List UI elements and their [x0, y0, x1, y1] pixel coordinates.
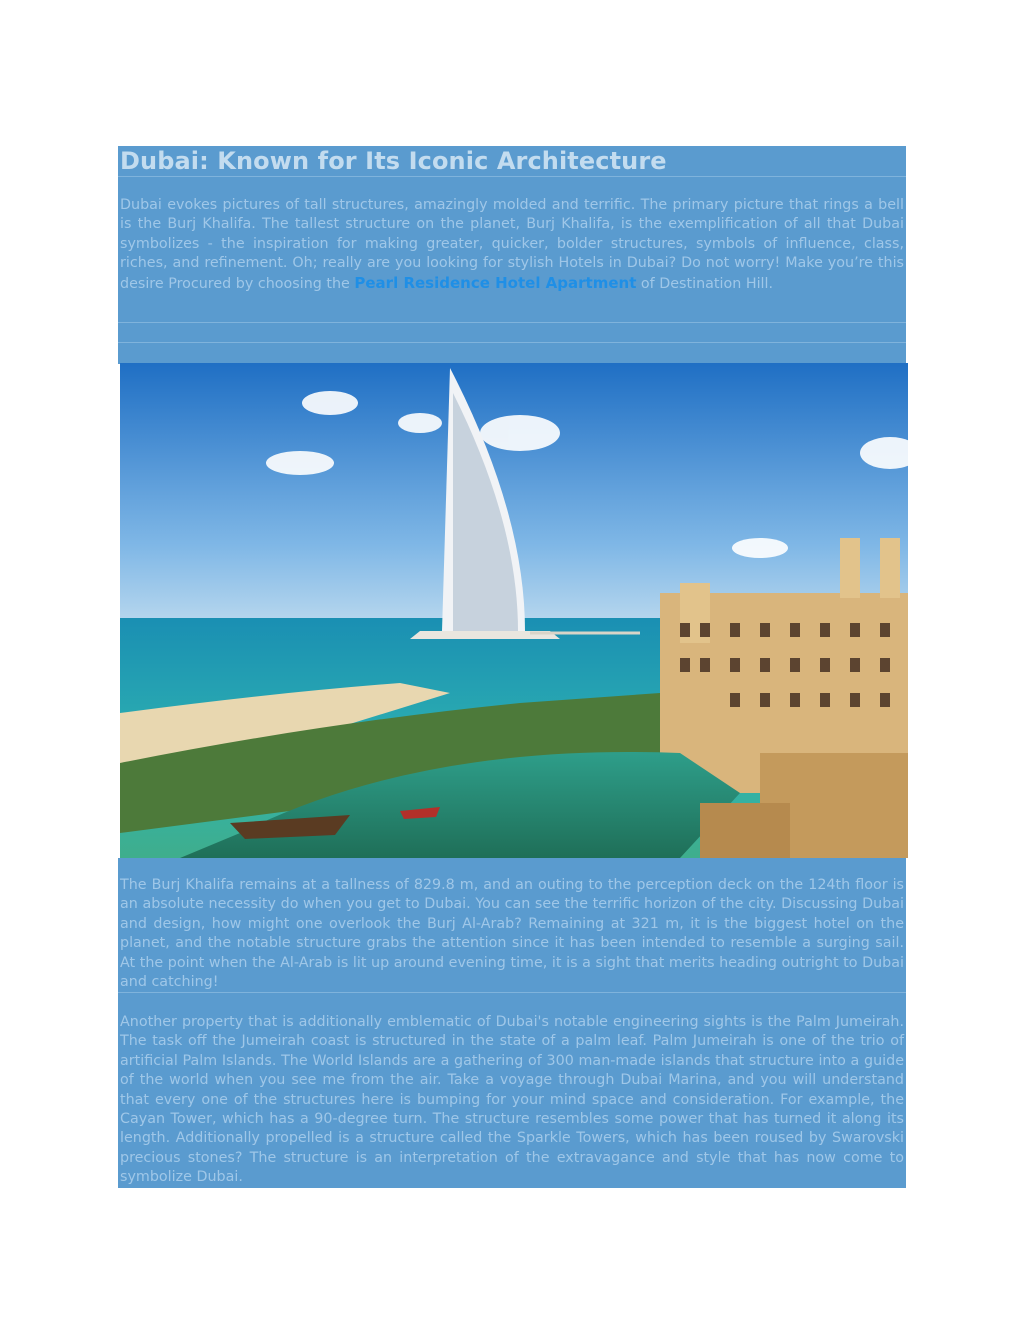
- divider: [118, 322, 906, 323]
- dubai-photo: [120, 363, 908, 858]
- intro-text: Dubai evokes pictures of tall structures, amazingly molded and terrific. The primary picture that rings a bell is the Burj Khalifa. The tallest structure on the planet, Burj Khalifa, is the exemplification of all that Dubai symbolizes - the inspiration for making greater, quicker, bolder structures, symbols of influence, class, riches, and refinement. Oh; really are you looking for stylish Hotels in Dubai? Do not worry! Make you’re this desire Procured by choosing the: [120, 197, 904, 292]
- paragraph-burj: The Burj Khalifa remains at a tallness of 829.8 m, and an outing to the perception deck on the 124th floor is an absolute necessity do when you get to Dubai. You can see the terrific horizon of the city. Discussing Dubai and design, how might one overlook the Burj Al-Arab? Remaining at 321 m, it is the biggest hotel on the planet, and the notable structure grabs the attention since it has been intended to resemble a surging sail. At the point when the Al-Arab is lit up around evening time, it is a sight that merits heading outright to Dubai and catching!: [120, 877, 904, 991]
- intro-panel: [118, 146, 906, 364]
- divider: [118, 342, 906, 343]
- intro-text-end: of Destination Hill.: [636, 275, 774, 292]
- paragraph-palm: Another property that is additionally emblematic of Dubai's notable engineering sights is the Palm Jumeirah. The task off the Jumeirah coast is structured in the state of a palm leaf. Palm Jumeirah is one of the trio of artificial Palm Islands. The World Islands are a gathering of 300 man-made islands that structure into a guide of the world when you see me from the air. Take a voyage through Dubai Marina, and you will understand that every one of the structures here is bumping for your mind space and consideration. For example, the Cayan Tower, which has a 90-degree turn. The structure resembles some power that has turned it along its length. Additionally propelled is a structure called the Sparkle Towers, which has been roused by Swarovski precious stones? The structure is an interpretation of the extravagance and style that has now come to symbolize Dubai.: [120, 1014, 904, 1186]
- divider: [118, 992, 906, 993]
- article-title: Dubai: Known for Its Iconic Architecture: [120, 147, 667, 175]
- hotel-link[interactable]: Pearl Residence Hotel Apartment: [354, 273, 637, 292]
- intro-paragraph: [120, 196, 904, 294]
- body-panel: [118, 858, 906, 1188]
- divider: [118, 176, 906, 177]
